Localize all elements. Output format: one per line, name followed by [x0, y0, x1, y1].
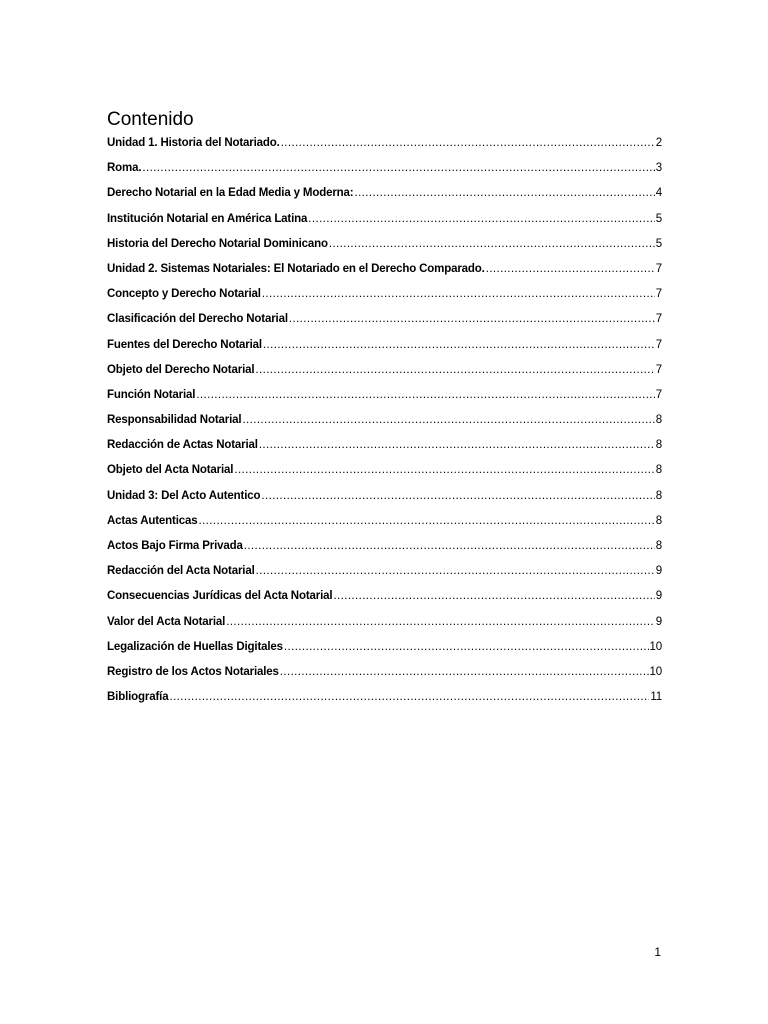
toc-entry-label: Institución Notarial en América Latina	[107, 212, 308, 225]
toc-entry-label: Redacción del Acta Notarial	[107, 565, 255, 578]
toc-dot-leader	[308, 207, 654, 232]
toc-dot-leader	[333, 584, 654, 609]
toc-entry[interactable]	[107, 257, 662, 282]
toc-entry-page: 5	[655, 237, 662, 250]
toc-entry[interactable]	[107, 307, 662, 332]
toc-dot-leader	[261, 484, 654, 509]
toc-entry-label: Actos Bajo Firma Privada	[107, 540, 243, 552]
toc-entry[interactable]	[107, 484, 662, 509]
toc-entry-label: Historia del Derecho Notarial Dominicano	[107, 237, 328, 250]
toc-dot-leader	[284, 635, 649, 660]
toc-entry-page: 7	[655, 363, 662, 376]
toc-entry[interactable]	[107, 232, 662, 257]
toc-entry-label: Función Notarial	[107, 388, 196, 401]
toc-entry[interactable]	[107, 509, 662, 534]
table-of-contents	[107, 131, 662, 710]
toc-entry-page: 8	[655, 414, 662, 427]
toc-dot-leader	[196, 383, 654, 408]
toc-entry-page: 5	[655, 212, 662, 225]
toc-entry-page: 7	[655, 262, 662, 275]
toc-dot-leader	[259, 433, 655, 458]
toc-entry-label: Redacción de Actas Notarial	[107, 439, 258, 452]
toc-entry[interactable]	[107, 383, 662, 408]
toc-dot-leader	[280, 660, 649, 685]
toc-entry-label: Objeto del Acta Notarial	[107, 464, 234, 477]
toc-entry-label: Unidad 3: Del Acto Autentico	[107, 489, 261, 502]
toc-entry[interactable]	[107, 610, 662, 635]
toc-entry-page: 4	[655, 187, 662, 200]
toc-entry[interactable]	[107, 408, 662, 433]
toc-entry[interactable]	[107, 156, 662, 181]
toc-entry[interactable]	[107, 685, 662, 710]
toc-dot-leader	[226, 610, 655, 635]
toc-entry-page: 8	[655, 540, 662, 552]
toc-entry-page: 2	[655, 137, 662, 149]
toc-entry-page: 8	[655, 514, 662, 527]
toc-dot-leader	[255, 358, 654, 383]
toc-entry[interactable]	[107, 584, 662, 609]
toc-entry[interactable]	[107, 282, 662, 307]
toc-entry[interactable]	[107, 358, 662, 383]
toc-entry[interactable]	[107, 635, 662, 660]
toc-dot-leader	[289, 307, 655, 332]
toc-entry-page: 8	[655, 439, 662, 452]
toc-entry-page: 10	[649, 665, 662, 678]
toc-entry[interactable]	[107, 660, 662, 685]
toc-title: Contenido	[107, 109, 194, 130]
toc-dot-leader	[281, 131, 655, 156]
toc-entry-page: 9	[655, 565, 662, 578]
toc-entry-label: Consecuencias Jurídicas del Acta Notarial	[107, 590, 333, 603]
toc-entry-label: Roma.	[107, 162, 142, 175]
toc-entry-label: Clasificación del Derecho Notarial	[107, 313, 288, 326]
toc-entry[interactable]	[107, 207, 662, 232]
toc-entry-label: Unidad 2. Sistemas Notariales: El Notariado en el Derecho Comparado.	[107, 262, 485, 275]
toc-entry-label: Legalización de Huellas Digitales	[107, 640, 283, 653]
toc-dot-leader	[256, 559, 655, 584]
toc-entry-page: 9	[655, 590, 662, 603]
toc-entry-page: 3	[655, 162, 662, 175]
toc-entry-label: Bibliografía	[107, 691, 169, 704]
toc-entry[interactable]	[107, 559, 662, 584]
toc-dot-leader	[242, 408, 654, 433]
toc-entry[interactable]	[107, 433, 662, 458]
toc-entry-page: 11	[650, 691, 662, 704]
toc-entry[interactable]	[107, 131, 662, 156]
toc-entry-label: Fuentes del Derecho Notarial	[107, 338, 262, 351]
toc-entry-page: 7	[655, 338, 662, 351]
toc-entry-label: Derecho Notarial en la Edad Media y Moderna:	[107, 187, 354, 200]
toc-dot-leader	[234, 458, 654, 483]
toc-entry-label: Actas Autenticas	[107, 514, 198, 527]
toc-dot-leader	[354, 181, 654, 206]
toc-dot-leader	[486, 257, 655, 282]
toc-entry-page: 8	[655, 464, 662, 477]
page-number: 1	[654, 945, 661, 959]
toc-dot-leader	[142, 156, 654, 181]
toc-entry-label: Valor del Acta Notarial	[107, 615, 226, 628]
toc-entry-label: Concepto y Derecho Notarial	[107, 288, 261, 301]
toc-entry-page: 8	[655, 489, 662, 502]
toc-entry-page: 10	[649, 640, 662, 653]
toc-entry-page: 9	[655, 615, 662, 628]
toc-entry[interactable]	[107, 181, 662, 206]
toc-dot-leader	[198, 509, 654, 534]
toc-dot-leader	[244, 534, 655, 559]
toc-entry-page: 7	[655, 388, 662, 401]
toc-entry-label: Responsabilidad Notarial	[107, 414, 242, 427]
toc-entry-label: Objeto del Derecho Notarial	[107, 363, 255, 376]
toc-entry[interactable]	[107, 458, 662, 483]
toc-dot-leader	[169, 685, 649, 710]
toc-dot-leader	[263, 333, 655, 358]
toc-entry-label: Registro de los Actos Notariales	[107, 665, 279, 678]
toc-dot-leader	[329, 232, 655, 257]
toc-entry[interactable]	[107, 534, 662, 559]
toc-entry[interactable]	[107, 333, 662, 358]
toc-entry-page: 7	[655, 288, 662, 301]
toc-entry-label: Unidad 1. Historia del Notariado.	[107, 137, 280, 149]
toc-dot-leader	[262, 282, 655, 307]
toc-entry-page: 7	[655, 313, 662, 326]
